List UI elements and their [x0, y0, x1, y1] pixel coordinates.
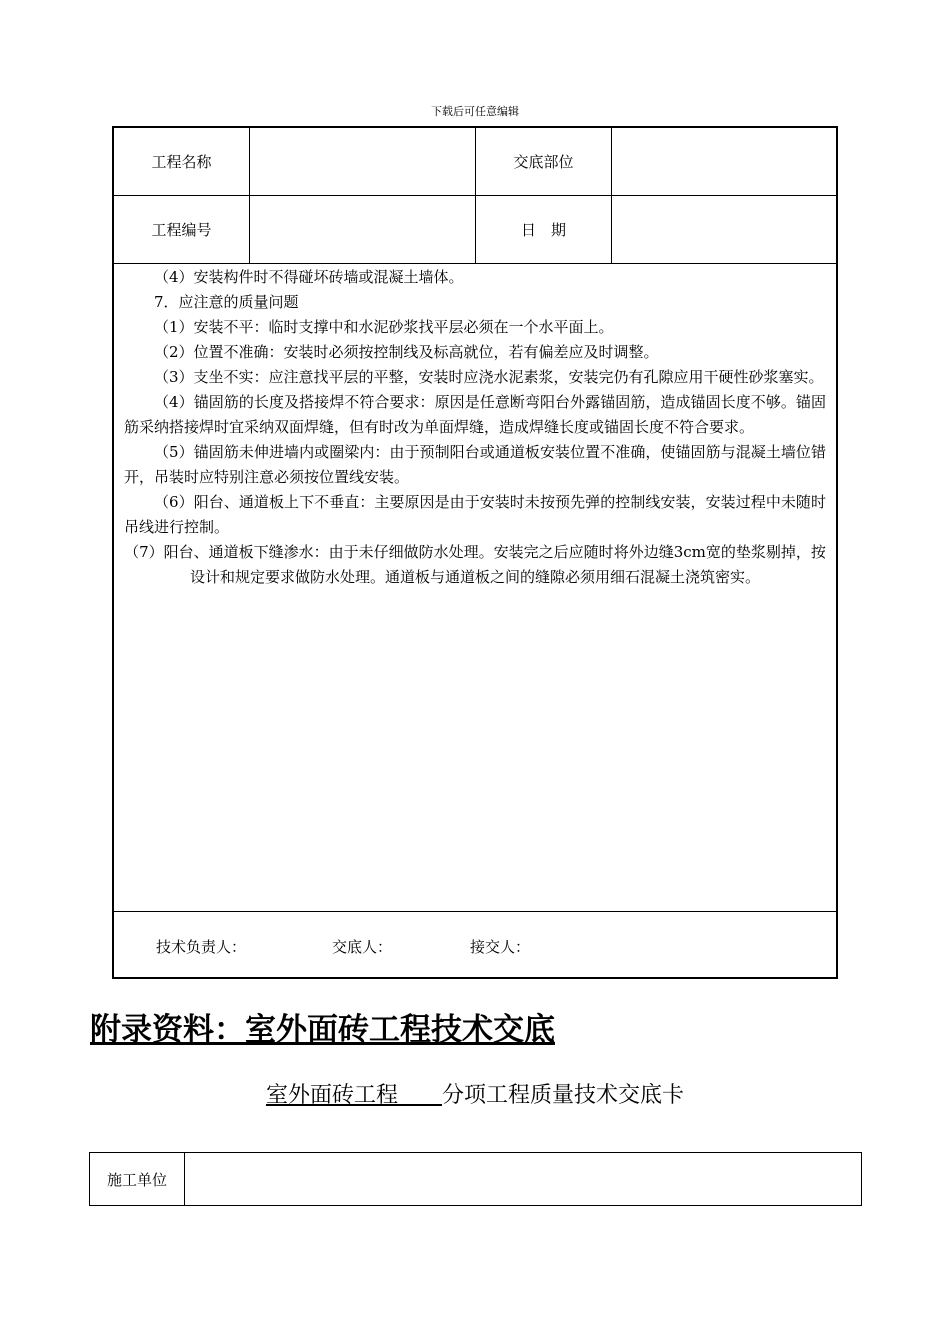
- content-paragraph: （4）安装构件时不得碰坏砖墙或混凝土墙体。: [154, 268, 464, 286]
- construction-unit-value[interactable]: [185, 1153, 861, 1205]
- content-paragraph: （1）安装不平：临时支撑中和水泥砂浆找平层必须在一个水平面上。: [154, 318, 614, 336]
- content-paragraph: （6）阳台、通道板上下不垂直：主要原因是由于安装时未按预先弹的控制线安装，安装过程中未随时吊线进行控制。: [124, 493, 826, 536]
- card-title-project: 室外面砖工程: [265, 1083, 442, 1108]
- project-no-label: 工程编号: [114, 196, 250, 263]
- content-paragraph: （4）锚固筋的长度及搭接焊不符合要求：原因是任意断弯阳台外露锚固筋，造成锚固长度不够。锚固筋采纳搭接焊时宜采纳双面焊缝，但有时改为单面焊缝，造成焊缝长度或锚固长度不符合要求。: [124, 393, 826, 436]
- content-paragraph: （2）位置不准确：安装时必须按控制线及标高就位，若有偏差应及时调整。: [154, 343, 659, 361]
- date-value[interactable]: [612, 196, 836, 263]
- handover-content: [124, 265, 826, 590]
- tech-lead-signature: 技术负责人：: [156, 938, 247, 956]
- discloser-signature: 交底人：: [332, 938, 393, 956]
- content-paragraph: （7）阳台、通道板下缝渗水：由于未仔细做防水处理。安装完之后应随时将外边缝3cm宽的垫浆剔掉，按设计和规定要求做防水处理。通道板与通道板之间的缝隙必须用细石混凝土浇筑密实。: [124, 543, 826, 586]
- section-heading: 7．应注意的质量问题: [154, 293, 299, 311]
- signature-row: [114, 911, 836, 977]
- project-name-value[interactable]: [250, 128, 476, 195]
- project-no-value[interactable]: [250, 196, 476, 263]
- content-paragraph: （3）支坐不实：应注意找平层的平整，安装时应浇水泥素浆，安装完仍有孔隙应用干硬性砂浆塞实。: [154, 368, 824, 386]
- receiver-signature: 接交人：: [470, 938, 531, 956]
- table-row: [114, 128, 836, 196]
- handover-part-value[interactable]: [612, 128, 836, 195]
- card-title: [0, 1078, 950, 1109]
- content-paragraph: （5）锚固筋未伸进墙内或圈梁内：由于预制阳台或通道板安装位置不准确，使锚固筋与混凝土墙位错开，吊装时应特别注意必须按位置线安装。: [124, 443, 826, 486]
- handover-table: [112, 126, 838, 979]
- date-label: 日 期: [476, 196, 612, 263]
- appendix-title: 附录资料：室外面砖工程技术交底: [90, 1012, 555, 1048]
- handover-part-label: 交底部位: [476, 128, 612, 195]
- project-name-label: 工程名称: [114, 128, 250, 195]
- construction-unit-label: 施工单位: [90, 1153, 185, 1205]
- header-note: 下载后可任意编辑: [431, 105, 519, 118]
- card-title-rest: 分项工程质量技术交底卡: [442, 1083, 685, 1108]
- table-row: [114, 196, 836, 264]
- card-table: [89, 1152, 862, 1206]
